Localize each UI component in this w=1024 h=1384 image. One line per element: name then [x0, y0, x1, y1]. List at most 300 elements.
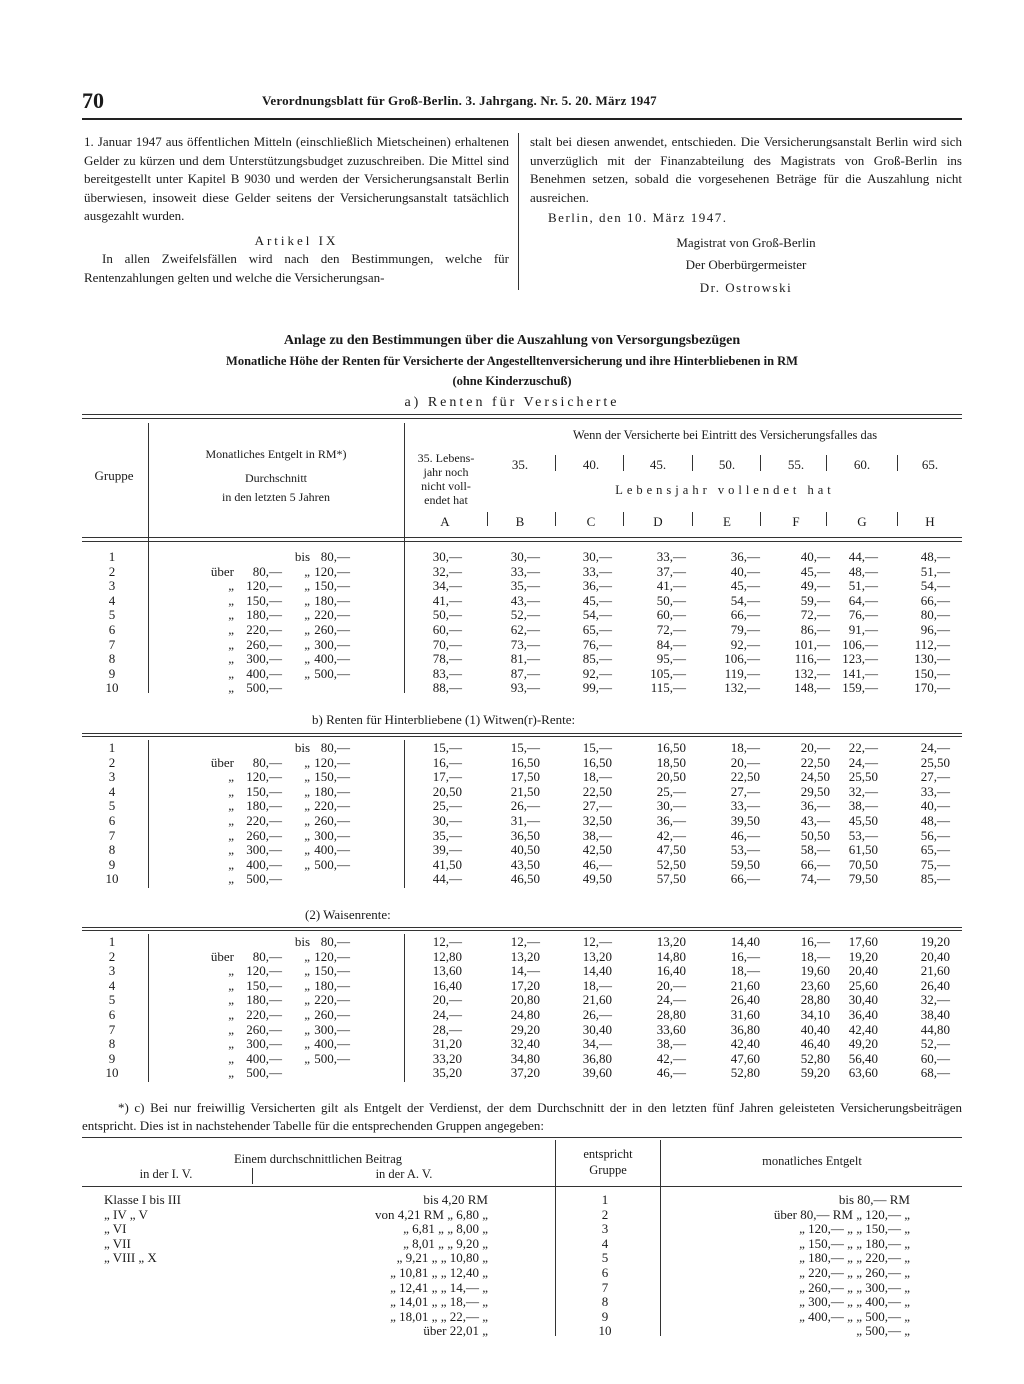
rent-value: 45,— — [800, 563, 830, 579]
entgelt-to: 120,— — [314, 563, 350, 579]
entgelt-from: 400,— — [246, 856, 282, 872]
column-letter: C — [586, 514, 596, 529]
rent-value: 25,60 — [848, 977, 878, 993]
rent-value: 14,— — [510, 963, 540, 979]
rent-value: 96,— — [920, 622, 950, 637]
entgelt-from: 150,— — [246, 592, 282, 608]
article-text: In allen Zweifelsfällen wird nach den Bestimmungen, welche für Rentenzahlungen gelten und welche die Versicherungsan- — [84, 251, 509, 285]
group-number: 8 — [108, 1036, 116, 1052]
rent-value: 18,— — [582, 769, 612, 785]
rent-value: 66,— — [800, 856, 830, 872]
entgelt-to: 300,— — [314, 827, 350, 843]
article-heading: Artikel IX — [254, 232, 339, 248]
rent-value: 132,— — [724, 680, 760, 696]
table-b-vline-gruppe — [148, 740, 149, 888]
rent-value: 91,— — [848, 622, 878, 637]
klasse-row: „ VII — [104, 1235, 131, 1251]
rent-value: 19,20 — [920, 934, 950, 949]
rent-value: 14,40 — [582, 963, 612, 979]
rent-value: 119,— — [724, 665, 760, 681]
rent-value: 34,— — [432, 578, 462, 594]
rent-value: 43,50 — [510, 856, 540, 872]
rent-value: 31,— — [510, 813, 540, 828]
group-number: 3 — [108, 963, 116, 979]
group-number: 10 — [105, 871, 119, 887]
age-header: 65. — [921, 457, 939, 472]
rent-value: 45,— — [730, 578, 760, 594]
entgelt-mid: bis — [294, 740, 310, 755]
rent-value: 116,— — [794, 651, 830, 667]
thc-av: in der A. V. — [375, 1167, 433, 1181]
rent-value: 70,50 — [848, 856, 878, 872]
rent-value: 51,— — [848, 578, 878, 594]
rent-value: 42,— — [656, 1050, 686, 1066]
rent-value: 12,— — [432, 934, 462, 949]
entgelt-mid: „ — [304, 783, 310, 799]
rent-value: 17,60 — [848, 934, 878, 949]
entgelt-from: 80,— — [252, 563, 282, 579]
rent-value: 20,50 — [432, 783, 462, 799]
table-c-vline-av — [555, 1140, 556, 1336]
entgelt-from: 300,— — [246, 842, 282, 858]
entgelt-from: 120,— — [246, 578, 282, 594]
rent-value: 95,— — [656, 651, 686, 667]
entgelt-from: 180,— — [246, 798, 282, 814]
rent-value: 24,50 — [800, 769, 830, 785]
entgelt-from: 220,— — [246, 813, 282, 828]
rent-value: 33,60 — [656, 1021, 686, 1037]
rent-value: 40,— — [730, 563, 760, 579]
entgelt-mid: „ — [304, 636, 310, 652]
rent-value: 38,40 — [920, 1007, 950, 1022]
group-number: 7 — [108, 1021, 116, 1037]
entgelt-mid: „ — [304, 1007, 310, 1022]
rent-value: 26,— — [510, 798, 540, 814]
rent-value: 28,80 — [656, 1007, 686, 1022]
av-range: „ 12,41 „ „ 14,— „ — [390, 1279, 488, 1295]
rent-value: 32,— — [848, 783, 878, 799]
rent-value: 31,20 — [432, 1036, 462, 1052]
column-letter: H — [925, 514, 935, 529]
rent-value: 20,40 — [920, 948, 950, 964]
rent-value: 59,20 — [800, 1065, 830, 1081]
rent-value: 47,60 — [730, 1050, 760, 1066]
entgelt-mid: „ — [304, 1021, 310, 1037]
rent-value: 50,— — [432, 607, 462, 623]
entgelt-from: 80,— — [252, 948, 282, 964]
entgelt-to: 300,— — [314, 1021, 350, 1037]
rent-value: 60,— — [432, 622, 462, 637]
entgelt-mid: „ — [304, 754, 310, 770]
rent-value: 12,— — [510, 934, 540, 949]
klasse-row: Klasse I bis III — [104, 1192, 181, 1207]
group-number: 2 — [108, 754, 116, 770]
table-b-rule — [82, 733, 962, 734]
entgelt-prefix: „ — [228, 783, 234, 799]
rent-value: 83,— — [432, 665, 462, 681]
rent-value: 13,20 — [582, 948, 612, 964]
av-range: „ 8,01 „ „ 9,20 „ — [403, 1235, 488, 1251]
rent-value: 29,20 — [510, 1021, 540, 1037]
entgelt-c: „ 400,— „ „ 500,— „ — [799, 1308, 910, 1324]
rent-value: 44,— — [432, 871, 462, 887]
rent-value: 84,— — [656, 636, 686, 652]
column-letter: B — [515, 514, 525, 529]
footnote — [82, 1099, 962, 1135]
rent-value: 25,— — [432, 798, 462, 814]
entgelt-mid: bis — [294, 549, 310, 564]
rent-value: 39,— — [432, 842, 462, 858]
rent-value: 44,80 — [920, 1021, 950, 1037]
rent-value: 26,40 — [730, 992, 760, 1008]
rent-value: 35,— — [510, 578, 540, 594]
rent-value: 63,60 — [848, 1065, 878, 1081]
rent-value: 34,— — [582, 1036, 612, 1052]
group-number: 1 — [108, 740, 116, 755]
entgelt-prefix: „ — [228, 856, 234, 872]
rent-value: 73,— — [510, 636, 540, 652]
rent-value: 36,40 — [848, 1007, 878, 1022]
rent-value: 86,— — [800, 622, 830, 637]
rent-value: 36,80 — [730, 1021, 760, 1037]
rent-value: 33,— — [656, 549, 686, 564]
age-separator — [826, 455, 827, 471]
entgelt-c: „ 260,— „ „ 300,— „ — [799, 1279, 910, 1295]
thc-beitrag: Einem durchschnittlichen Beitrag — [233, 1152, 402, 1166]
table-b2-rule-2 — [82, 930, 962, 931]
rent-value: 20,— — [656, 977, 686, 993]
rent-value: 16,— — [432, 754, 462, 770]
klasse-row: „ VI — [104, 1221, 127, 1237]
age-separator — [760, 455, 761, 471]
entgelt-to: 120,— — [314, 754, 350, 770]
rent-value: 52,— — [920, 1036, 950, 1052]
rent-value: 24,— — [920, 740, 950, 755]
rent-value: 35,— — [432, 827, 462, 843]
group-number: 6 — [108, 1007, 116, 1022]
rent-value: 13,20 — [656, 934, 686, 949]
rent-value: 60,— — [920, 1050, 950, 1066]
rent-value: 70,— — [432, 636, 462, 652]
rent-value: 12,— — [582, 934, 612, 949]
rent-value: 50,— — [656, 592, 686, 608]
entgelt-to: 260,— — [314, 1007, 350, 1022]
rent-value: 16,50 — [510, 754, 540, 770]
entgelt-from: 400,— — [246, 1050, 282, 1066]
rent-value: 60,— — [656, 607, 686, 623]
rent-value: 148,— — [794, 680, 830, 696]
rent-value: 39,60 — [582, 1065, 612, 1081]
rent-value: 170,— — [914, 680, 950, 696]
rent-value: 28,80 — [800, 992, 830, 1008]
entgelt-prefix: „ — [228, 1021, 234, 1037]
entgelt-from: 220,— — [246, 622, 282, 637]
entgelt-c: über 80,— RM „ 120,— „ — [773, 1206, 910, 1222]
rent-value: 78,— — [432, 651, 462, 667]
rent-value: 79,50 — [848, 871, 878, 887]
group-number: 3 — [108, 769, 116, 785]
section-b2-heading: (2) Waisenrente: — [305, 907, 391, 922]
entgelt-to: 80,— — [320, 549, 350, 564]
gruppe-c: 10 — [598, 1323, 612, 1339]
rent-value: 41,— — [656, 578, 686, 594]
group-number: 9 — [108, 856, 116, 872]
entgelt-to: 260,— — [314, 813, 350, 828]
rent-value: 30,— — [432, 549, 462, 564]
rent-value: 54,— — [920, 578, 950, 594]
entgelt-to: 220,— — [314, 798, 350, 814]
rent-value: 92,— — [582, 665, 612, 681]
entgelt-to: 500,— — [314, 665, 350, 681]
rent-value: 27,— — [920, 769, 950, 785]
entgelt-from: 120,— — [246, 963, 282, 979]
rent-value: 52,80 — [800, 1050, 830, 1066]
rent-value: 37,— — [656, 563, 686, 579]
table-rule-top — [82, 414, 962, 415]
rent-value: 42,— — [656, 827, 686, 843]
th-a-3: nicht voll- — [421, 479, 471, 493]
group-number: 3 — [108, 578, 116, 594]
entgelt-from: 500,— — [246, 1065, 282, 1081]
th-a-2: jahr noch — [423, 465, 469, 479]
column-letter: A — [440, 514, 450, 529]
entgelt-to: 180,— — [314, 977, 350, 993]
rent-value: 16,— — [800, 934, 830, 949]
rent-value: 33,— — [510, 563, 540, 579]
entgelt-mid: „ — [304, 813, 310, 828]
gruppe-c: 3 — [601, 1221, 609, 1237]
rent-value: 49,20 — [848, 1036, 878, 1052]
rent-value: 24,— — [432, 1007, 462, 1022]
rent-value: 19,60 — [800, 963, 830, 979]
left-paragraph: 1. Januar 1947 aus öffentlichen Mitteln (einschließlich Mietscheinen) erhaltenen Gelder zu kürzen und dem Unterstützungsbudget zuzuschreiben. Die Mittel sind bereitgestellt unter Kapitel B 9030 und werden der Versicherungsanstalt Berlin überwiesen, insoweit diese Gelder seitens der Versicherungsanstalt tatsächlich ausgezahlt wurden. — [84, 134, 509, 223]
letter-separator — [692, 512, 693, 526]
entgelt-c: „ 120,— „ „ 150,— „ — [799, 1221, 910, 1237]
entgelt-to: 400,— — [314, 842, 350, 858]
rent-value: 13,20 — [510, 948, 540, 964]
rent-value: 59,— — [800, 592, 830, 608]
rent-value: 28,— — [432, 1021, 462, 1037]
rent-value: 30,— — [656, 798, 686, 814]
rent-value: 40,— — [800, 549, 830, 564]
entgelt-from: 150,— — [246, 783, 282, 799]
entgelt-from: 500,— — [246, 680, 282, 696]
rent-value: 35,20 — [432, 1065, 462, 1081]
entgelt-mid: „ — [304, 622, 310, 637]
rent-value: 92,— — [730, 636, 760, 652]
rent-value: 30,40 — [848, 992, 878, 1008]
rent-value: 93,— — [510, 680, 540, 696]
rent-value: 21,60 — [920, 963, 950, 979]
footnote-text: *) c) Bei nur freiwillig Versicherten gilt als Entgelt der Verdienst, der dem Durchschnitt der in den letzten fünf Jahren geleisteten Versicherungsbeiträgen entspricht. Dies ist in nachstehender Tabelle für die entsprechenden Gruppen angegeben: — [82, 1100, 962, 1133]
av-range: „ 14,01 „ „ 18,— „ — [390, 1294, 488, 1310]
av-range: „ 10,81 „ „ 12,40 „ — [390, 1265, 488, 1280]
entgelt-from: 220,— — [246, 1007, 282, 1022]
rent-value: 54,— — [730, 592, 760, 608]
rent-value: 16,— — [730, 948, 760, 964]
rent-value: 49,— — [800, 578, 830, 594]
klasse-row: „ IV „ V — [104, 1206, 148, 1222]
entgelt-from: 80,— — [252, 754, 282, 770]
entgelt-to: 150,— — [314, 578, 350, 594]
date-line: Berlin, den 10. März 1947. — [548, 210, 728, 225]
table-rule-top-2 — [82, 418, 962, 419]
th-a-4: endet hat — [424, 493, 468, 507]
th-entgelt-1: Monatliches Entgelt in RM*) — [205, 447, 347, 461]
rent-value: 36,50 — [510, 827, 540, 843]
rent-value: 25,50 — [920, 754, 950, 770]
entgelt-prefix: „ — [228, 578, 234, 594]
rent-value: 66,— — [920, 592, 950, 608]
entgelt-prefix: „ — [228, 813, 234, 828]
rent-value: 32,— — [432, 563, 462, 579]
rent-value: 20,40 — [848, 963, 878, 979]
rent-value: 20,— — [800, 740, 830, 755]
column-letter: F — [792, 514, 800, 529]
entgelt-prefix: „ — [228, 992, 234, 1008]
entgelt-to: 180,— — [314, 592, 350, 608]
rent-value: 30,— — [432, 813, 462, 828]
rent-value: 25,50 — [848, 769, 878, 785]
entgelt-to: 80,— — [320, 934, 350, 949]
gruppe-c: 7 — [601, 1279, 609, 1295]
rent-value: 42,40 — [730, 1036, 760, 1052]
rent-value: 61,50 — [848, 842, 878, 858]
rent-value: 68,— — [920, 1065, 950, 1081]
entgelt-mid: „ — [304, 948, 310, 964]
table-c-rule-head — [82, 1186, 962, 1187]
rent-value: 34,10 — [800, 1007, 830, 1022]
group-number: 10 — [105, 680, 119, 696]
rent-value: 12,80 — [432, 948, 462, 964]
rent-value: 53,— — [730, 842, 760, 858]
age-separator — [897, 455, 898, 471]
gruppe-c: 5 — [601, 1250, 609, 1266]
rent-value: 88,— — [432, 680, 462, 696]
entgelt-to: 220,— — [314, 992, 350, 1008]
entgelt-to: 300,— — [314, 636, 350, 652]
av-range: von 4,21 RM „ 6,80 „ — [374, 1206, 488, 1222]
entgelt-to: 120,— — [314, 948, 350, 964]
thc-iv: in der I. V. — [139, 1167, 193, 1181]
rent-value: 21,60 — [730, 977, 760, 993]
entgelt-mid: „ — [304, 563, 310, 579]
rent-value: 72,— — [800, 607, 830, 623]
rent-value: 81,— — [510, 651, 540, 667]
group-number: 4 — [108, 592, 116, 608]
rent-value: 20,— — [730, 754, 760, 770]
entgelt-to: 150,— — [314, 769, 350, 785]
group-number: 9 — [108, 1050, 116, 1066]
entgelt-from: 180,— — [246, 607, 282, 623]
entgelt-mid: „ — [304, 977, 310, 993]
rent-value: 39,50 — [730, 813, 760, 828]
table-b2-vline-gruppe — [148, 934, 149, 1082]
group-number: 1 — [108, 934, 116, 949]
rent-value: 46,— — [656, 1065, 686, 1081]
entgelt-from: 260,— — [246, 827, 282, 843]
entgelt-from: 120,— — [246, 769, 282, 785]
rent-value: 19,20 — [848, 948, 878, 964]
entgelt-mid: „ — [304, 1050, 310, 1066]
letter-separator — [760, 512, 761, 526]
rent-value: 52,50 — [656, 856, 686, 872]
column-letter: E — [723, 514, 731, 529]
entgelt-c: „ 150,— „ „ 180,— „ — [799, 1235, 910, 1251]
th-entgelt-3: in den letzten 5 Jahren — [222, 490, 330, 504]
th-wenn: Wenn der Versicherte bei Eintritt des Versicherungsfalles das — [572, 428, 878, 442]
entgelt-from: 300,— — [246, 1036, 282, 1052]
rent-value: 32,— — [920, 992, 950, 1008]
anlage-title: Anlage zu den Bestimmungen über die Auszahlung von Versorgungsbezügen — [283, 333, 741, 348]
rent-value: 66,— — [730, 871, 760, 887]
rent-value: 48,— — [920, 813, 950, 828]
right-paragraph: stalt bei diesen anwendet, entschieden. Die Versicherungsanstalt Berlin wird sich unverzüglich mit der Finanzabteilung des Magistrats von Groß-Berlin ins Benehmen setzen, sobald die vorgesehenen Beträge für die Auszahlung nicht ausreichen. — [530, 134, 962, 205]
entgelt-prefix: „ — [228, 769, 234, 785]
rent-value: 56,— — [920, 827, 950, 843]
rent-value: 24,— — [848, 754, 878, 770]
rent-value: 42,40 — [848, 1021, 878, 1037]
entgelt-prefix: „ — [228, 827, 234, 843]
gruppe-c: 4 — [601, 1235, 609, 1251]
th-a-1: 35. Lebens- — [417, 451, 475, 465]
rent-value: 18,— — [730, 740, 760, 755]
left-column — [84, 133, 509, 287]
rent-value: 87,— — [510, 665, 540, 681]
header-rule — [82, 118, 962, 120]
letter-separator — [487, 512, 488, 526]
letter-separator — [897, 512, 898, 526]
entgelt-c: „ 220,— „ „ 260,— „ — [799, 1265, 910, 1280]
rent-value: 115,— — [650, 680, 686, 696]
rent-value: 36,80 — [582, 1050, 612, 1066]
entgelt-from: 500,— — [246, 871, 282, 887]
rent-value: 30,40 — [582, 1021, 612, 1037]
rent-value: 85,— — [582, 651, 612, 667]
rent-value: 22,50 — [730, 769, 760, 785]
rent-value: 34,80 — [510, 1050, 540, 1066]
rent-value: 150,— — [914, 665, 950, 681]
rent-value: 80,— — [920, 607, 950, 623]
group-number: 5 — [108, 607, 116, 623]
rent-value: 51,— — [920, 563, 950, 579]
table-c-vline-gruppe — [660, 1140, 661, 1336]
entgelt-prefix: „ — [228, 1007, 234, 1022]
rent-value: 22,50 — [800, 754, 830, 770]
entgelt-mid: „ — [304, 992, 310, 1008]
signature-line-2: Der Oberbürgermeister — [685, 257, 807, 272]
table-c-vline-iv — [252, 1168, 253, 1184]
anlage-subtitle: Monatliche Höhe der Renten für Versicherte der Angestelltenversicherung und ihre Hinterbliebenen in RM — [226, 354, 798, 368]
entgelt-prefix: „ — [228, 1050, 234, 1066]
age-header: 35. — [511, 457, 529, 472]
entgelt-mid: „ — [304, 607, 310, 623]
group-number: 9 — [108, 665, 116, 681]
entgelt-prefix: „ — [228, 977, 234, 993]
rent-value: 33,— — [582, 563, 612, 579]
thc-entgelt: monatliches Entgelt — [762, 1154, 862, 1168]
gruppe-c: 8 — [601, 1294, 609, 1310]
section-b-heading: b) Renten für Hinterbliebene (1) Witwen(r)-Rente: — [312, 712, 576, 727]
group-number: 5 — [108, 798, 116, 814]
klasse-row: „ VIII „ X — [104, 1250, 157, 1266]
signature-line-1: Magistrat von Groß-Berlin — [676, 234, 816, 250]
column-letter: G — [857, 514, 867, 529]
entgelt-prefix: „ — [228, 607, 234, 623]
rent-value: 18,— — [582, 977, 612, 993]
rent-value: 52,80 — [730, 1065, 760, 1081]
table-rule-head-bottom-2 — [82, 541, 962, 542]
